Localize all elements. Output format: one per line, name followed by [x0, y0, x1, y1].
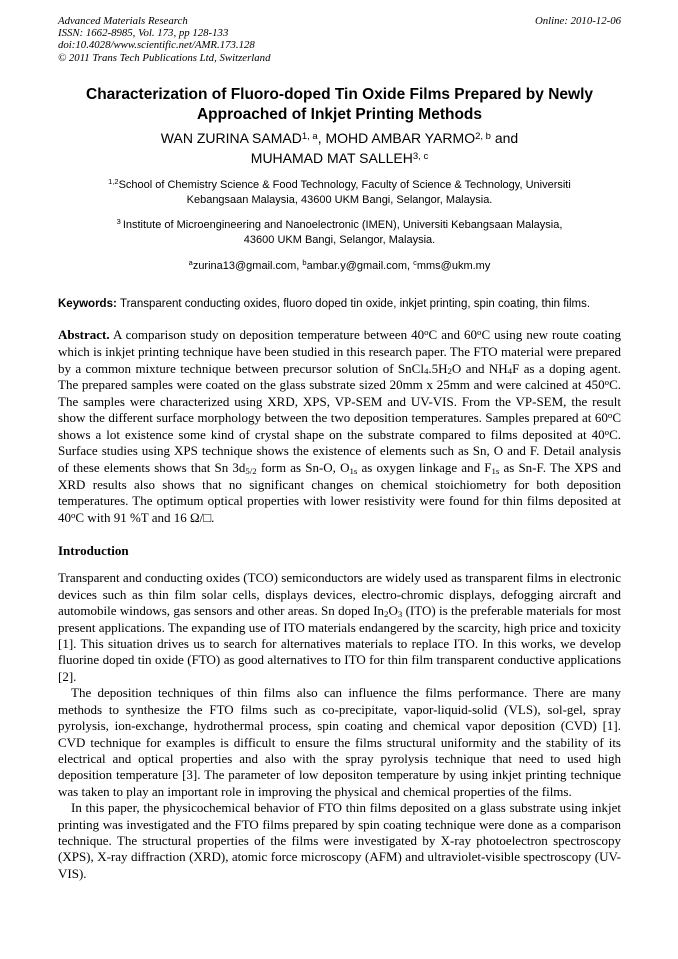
paper-title — [58, 85, 621, 125]
authors-line-2: MUHAMAD MAT SALLEH$^{3, c}$ — [250, 149, 429, 166]
journal-issn-line: ISSN: 1662-8985, Vol. 173, pp 128-133 — [58, 27, 229, 40]
paper-title-line-2: Approached of Inkjet Printing Methods — [196, 105, 483, 123]
section-heading-introduction: Introduction — [58, 543, 129, 559]
journal-info-block — [58, 15, 270, 64]
journal-masthead — [58, 15, 621, 64]
journal-doi-line: doi:10.4028/www.scientific.net/AMR.173.128 — [58, 39, 255, 52]
journal-name: Advanced Materials Research — [58, 15, 188, 27]
authors-block — [58, 128, 621, 168]
affiliation-2: $^3$ Institute of Microengineering and Nanoelectronic (IMEN), Universiti Kebangsaan Malaysia, 43600 UKM Bangi, Selangor, Malaysia. — [116, 217, 563, 246]
journal-copyright-line: © 2011 Trans Tech Publications Ltd, Switzerland — [58, 51, 271, 64]
authors-line-1: WAN ZURINA SAMAD$^{1, a}$, MOHD AMBAR YARMO$^{2, b}$ and — [160, 129, 519, 146]
online-date: Online: 2010-12-06 — [534, 15, 621, 27]
paper-title-line-1: Characterization of Fluoro-doped Tin Oxide Films Prepared by Newly — [86, 85, 593, 103]
abstract-paragraph: Abstract. A comparison study on deposition temperature between 40$^o$C and 60$^o$C using new route coating which is inkjet printing technique have been studied in this research paper. The FTO material were prepared by a common mixture technique between precursor solution of $SnCl_4.5H_2O$ and $NH_4F$ as a doping agent. The prepared samples were coated on the glass substrate sized 20mm x 25mm and were calcined at 450$^o$C. The samples were characterized using XRD, XPS, VP-SEM and UV-VIS. From the VP-SEM, the result show the different surface morphology between the two deposition temperatures. Samples prepared at 60$^o$C shows a lot existence some kind of crystal shape on the substrate compared to films deposited at 40$^o$C. Surface studies using XPS technique shows the existence of elements such as Sn, O and F. Detail analysis of these elements shows that Sn $3d_{5/2}$ form as Sn-O, $O_{1s}$ as oxygen linkage and $F_{1s}$ as Sn-F. The XPS and XRD results also shows that no significant changes on chemical stoichiometry for both deposition temperatures. The optimum optical properties with lower resistivity were found for thin films deposited at 40$^o$C with 91 %T and 16 Ω/□. — [58, 327, 622, 525]
author-emails: $^a$zurina13@gmail.com, $^b$ambar.y@gmail.com, $^c$mms@ukm.my — [188, 258, 491, 272]
intro-paragraph-1: Transparent and conducting oxides (TCO) semiconductors are widely used as transparent films in electronic devices such as thin film solar cells, displays devices, electro-chromic displays, defogging aircraft and automobile windows, gas sensors and other areas. Sn doped $In_2O_3$ (ITO) is the preferable materials for most present applications. The expanding use of ITO materials endangered by the scarcity, high price and toxicity [1]. This situation drives us to search for alternatives materials to replace ITO. In this works, we develop fluorine doped tin oxide (FTO) as good alternatives to ITO for thin film transparent conductive applications [2]. — [58, 570, 621, 684]
intro-paragraph-3: In this paper, the physicochemical behavior of FTO thin films deposited on a glass substrate using inkjet printing was investigated and the FTO films prepared by spin coating technique were done as a comparison technique. The structural properties of the films were investigated by X-ray photoelectron spectroscopy (XPS), X-ray diffraction (XRD), atomic force microscopy (AFM) and ultraviolet-visible spectroscopy (UV-VIS). — [58, 800, 621, 881]
keywords-line: Keywords: Transparent conducting oxides, fluoro doped tin oxide, inkjet printing, spin coating, thin films. — [58, 297, 591, 310]
affiliation-1: $^{1,2}$School of Chemistry Science & Food Technology, Faculty of Science & Technology, Universiti Kebangsaan Malaysia, 43600 UKM Bangi, Selangor, Malaysia. — [108, 177, 571, 206]
intro-paragraph-2: The deposition techniques of thin films also can influence the films performance. There are many methods to synthesize the FTO films such as co-precipitate, vapor-liquid-solid (VLS), sol-gel, spray pyrolysis, ion-exchange, hydrothermal process, spin coating and chemical vapor deposition (CVD) [1]. CVD technique for examples is difficult to ensure the films structural uniformity and the stability of its electrical and optical properties and also with the spray pyrolysis technique that need to used high deposition temperature [3]. The parameter of low depositon temperature by using inkjet printing technique was taken to play an important role in improving the physical and chemical properties of the films. — [58, 685, 621, 799]
